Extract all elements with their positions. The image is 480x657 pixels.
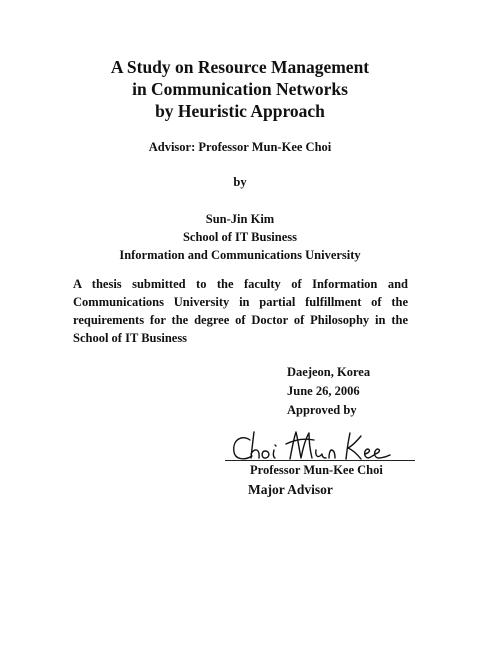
- thesis-title: [0, 56, 480, 122]
- author-university: Information and Communications University: [119, 248, 361, 262]
- thesis-statement: A thesis submitted to the faculty of Information and Communications University in partial fulfillment of the requirements for the degree of Doctor of Philosophy in the School of IT Business: [73, 277, 408, 345]
- approval-date: June 26, 2006: [287, 384, 360, 398]
- signature-line: [225, 460, 415, 461]
- approved-by-label: Approved by: [287, 403, 357, 417]
- title-line-1: A Study on Resource Management: [110, 57, 370, 77]
- signatory-role: Major Advisor: [248, 482, 333, 497]
- author-block: [0, 210, 480, 264]
- author-school: School of IT Business: [182, 230, 298, 244]
- title-line-2: in Communication Networks: [132, 79, 348, 99]
- advisor-line: Advisor: Professor Mun-Kee Choi: [148, 140, 332, 154]
- title-line-3: by Heuristic Approach: [155, 101, 325, 121]
- author-name: Sun-Jin Kim: [205, 212, 275, 226]
- place-date-block: [287, 363, 370, 420]
- by-text: by: [233, 175, 247, 189]
- place-city: Daejeon, Korea: [287, 365, 371, 379]
- signatory-name: Professor Mun-Kee Choi: [250, 463, 383, 477]
